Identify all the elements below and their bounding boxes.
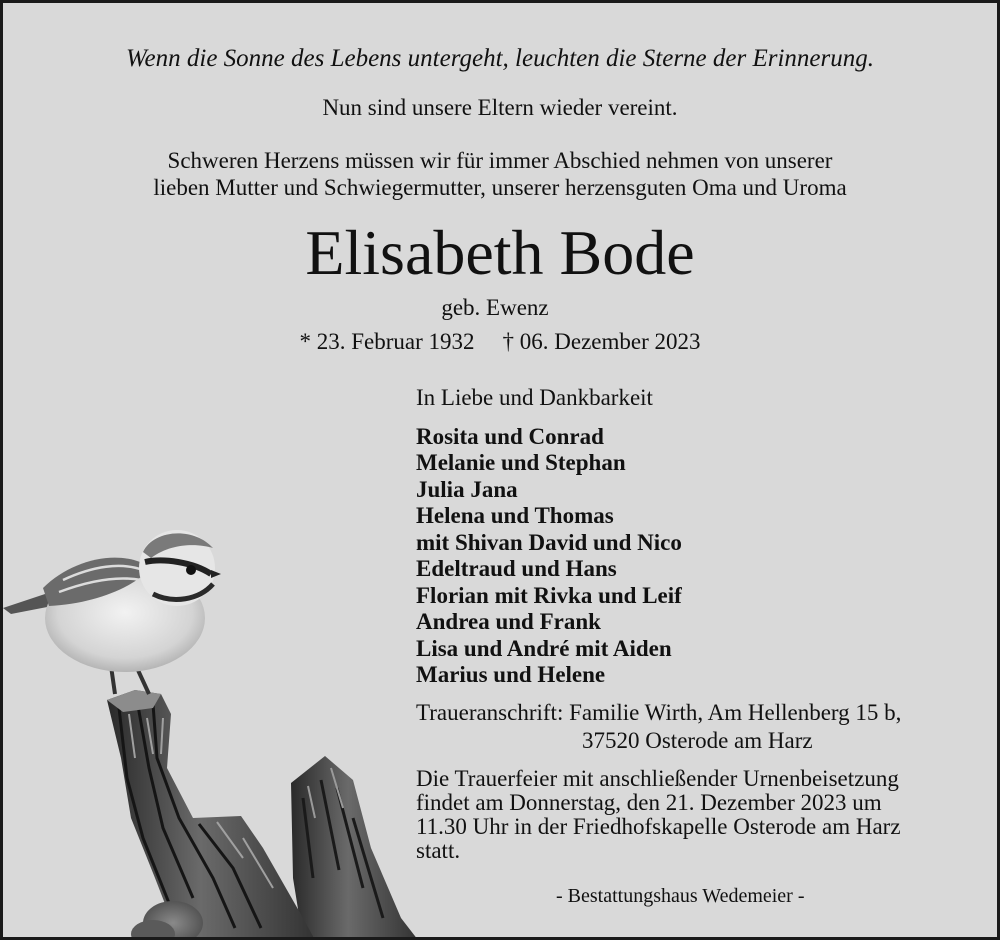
reunited-line: Nun sind unsere Eltern wieder vereint. bbox=[322, 95, 678, 120]
mourning-address bbox=[416, 699, 991, 755]
mourner-item: Rosita und Conrad bbox=[416, 423, 604, 449]
ceremony-line-4: statt. bbox=[416, 837, 461, 863]
birth-date: * 23. Februar 1932 bbox=[299, 329, 475, 354]
ceremony-line-1: Die Trauerfeier mit anschließender Urnenbeisetzung bbox=[416, 765, 899, 791]
mourner-item: Melanie und Stephan bbox=[416, 450, 626, 475]
mourners-list bbox=[416, 424, 991, 689]
death-date: † 06. Dezember 2023 bbox=[502, 329, 701, 354]
mourner-item: Lisa und André mit Aiden bbox=[416, 635, 672, 661]
mourner-item: Florian mit Rivka und Leif bbox=[416, 582, 682, 608]
mourner-item: Helena und Thomas bbox=[416, 503, 614, 528]
undertaker: - Bestattungshaus Wedemeier - bbox=[556, 885, 805, 907]
intro-line-2: lieben Mutter und Schwiegermutter, unserer herzensguten Oma und Uroma bbox=[153, 175, 847, 200]
ceremony-line-2: findet am Donnerstag, den 21. Dezember 2023 um bbox=[416, 789, 882, 815]
address-line-2: 37520 Osterode am Harz bbox=[582, 727, 813, 753]
mourner-item: Marius und Helene bbox=[416, 662, 606, 687]
intro-line-1: Schweren Herzens müssen wir für immer Abschied nehmen von unserer bbox=[167, 148, 833, 173]
greeting: In Liebe und Dankbarkeit bbox=[416, 385, 653, 410]
deceased-name: Elisabeth Bode bbox=[305, 217, 695, 288]
mourner-item: Andrea und Frank bbox=[416, 609, 601, 634]
ceremony-info bbox=[416, 767, 991, 863]
born-name: geb. Ewenz bbox=[441, 295, 549, 320]
motto: Wenn die Sonne des Lebens untergeht, leuchten die Sterne der Erinnerung. bbox=[126, 45, 874, 72]
mourner-item: Edeltraud und Hans bbox=[416, 556, 617, 581]
ceremony-line-3: 11.30 Uhr in der Friedhofskapelle Osterode am Harz bbox=[416, 813, 901, 839]
mourner-item: Julia Jana bbox=[416, 476, 518, 502]
mourner-item: mit Shivan David und Nico bbox=[416, 529, 682, 555]
mourners-section bbox=[416, 385, 991, 863]
blue-tit-on-stump-icon bbox=[3, 518, 423, 940]
address-line-1: Traueranschrift: Familie Wirth, Am Hellenberg 15 b, bbox=[416, 699, 902, 725]
life-dates bbox=[3, 327, 997, 357]
